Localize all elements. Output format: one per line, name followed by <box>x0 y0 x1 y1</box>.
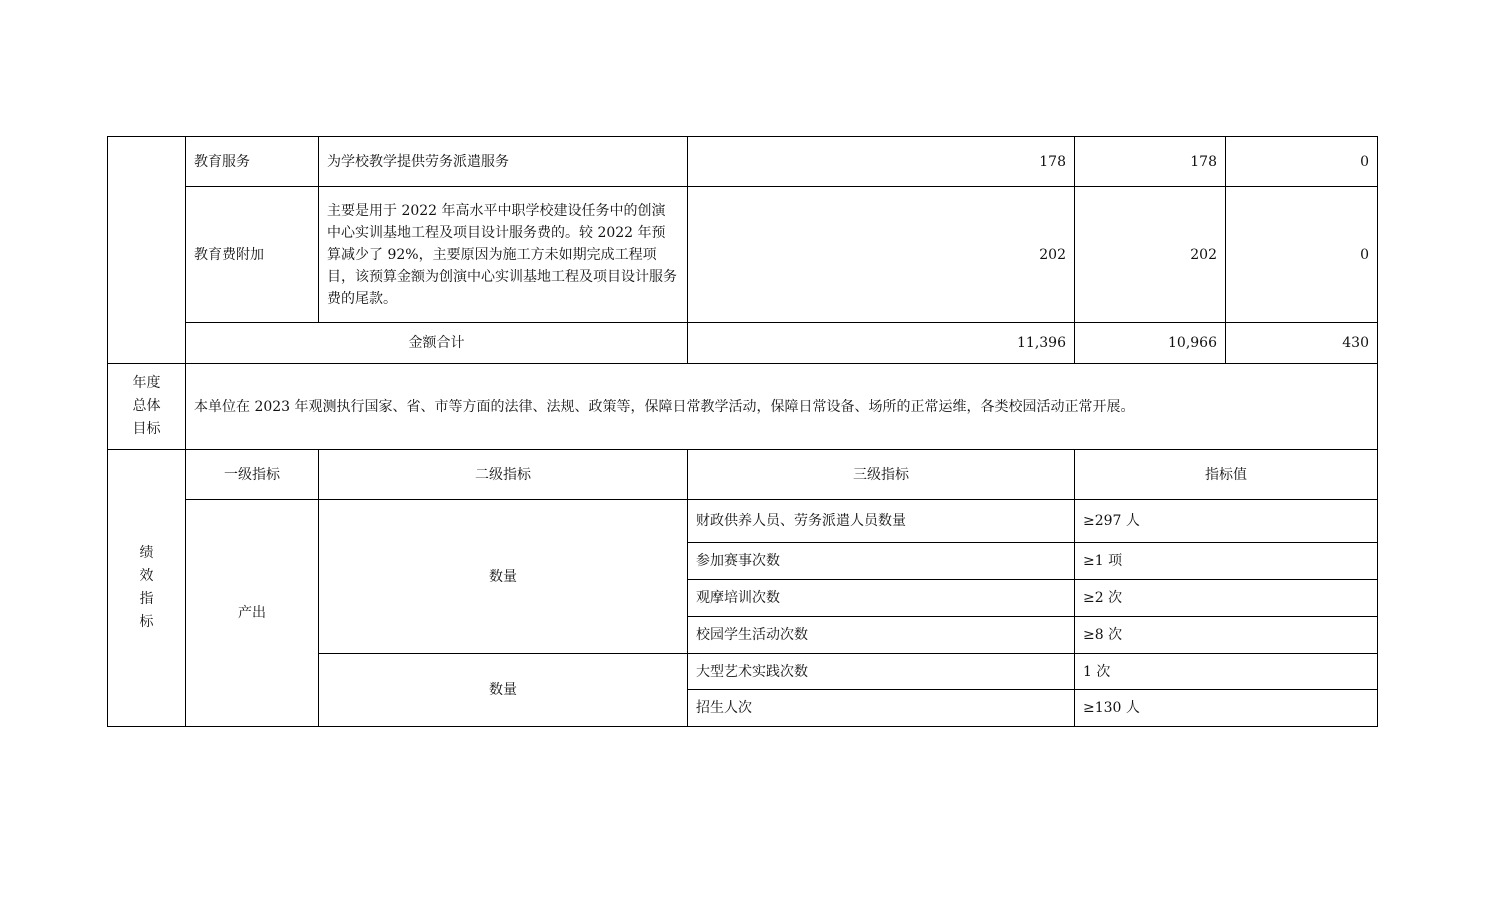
sum-amount-b: 430 <box>1226 323 1378 364</box>
level2-quantity: 数量 <box>319 654 688 727</box>
budget-section-label <box>108 137 186 364</box>
sum-label: 金额合计 <box>186 323 688 364</box>
header-level1: 一级指标 <box>186 450 319 500</box>
goal-label: 年度 总体 目标 <box>108 364 186 450</box>
budget-amount-b: 0 <box>1226 137 1378 187</box>
budget-desc: 为学校教学提供劳务派遣服务 <box>319 137 688 187</box>
sum-total: 11,396 <box>688 323 1075 364</box>
budget-total: 202 <box>688 187 1075 323</box>
sum-amount-a: 10,966 <box>1075 323 1226 364</box>
budget-sum-row <box>108 323 1378 364</box>
level3-name: 招生人次 <box>688 690 1075 727</box>
budget-row <box>108 187 1378 323</box>
budget-performance-table <box>107 136 1378 727</box>
goal-row <box>108 364 1378 450</box>
indicator-value: ≥8 次 <box>1075 617 1378 654</box>
level2-quantity: 数量 <box>319 500 688 654</box>
indicator-value: 1 次 <box>1075 654 1378 690</box>
level3-name: 观摩培训次数 <box>688 580 1075 617</box>
perf-header-row <box>108 450 1378 500</box>
budget-amount-a: 202 <box>1075 187 1226 323</box>
level1-output: 产出 <box>186 500 319 727</box>
perf-row <box>108 500 1378 543</box>
budget-row <box>108 137 1378 187</box>
level3-name: 大型艺术实践次数 <box>688 654 1075 690</box>
budget-total: 178 <box>688 137 1075 187</box>
header-level3: 三级指标 <box>688 450 1075 500</box>
budget-desc: 主要是用于 2022 年高水平中职学校建设任务中的创演中心实训基地工程及项目设计服务费的。较 2022 年预算减少了 92%，主要原因为施工方未如期完成工程项目，该预算金额为创演中心实训基地工程及项目设计服务费的尾款。 <box>319 187 688 323</box>
perf-label: 绩 效 指 标 <box>108 450 186 727</box>
indicator-value: ≥297 人 <box>1075 500 1378 543</box>
budget-amount-a: 178 <box>1075 137 1226 187</box>
indicator-value: ≥2 次 <box>1075 580 1378 617</box>
goal-text: 本单位在 2023 年观测执行国家、省、市等方面的法律、法规、政策等，保障日常教学活动，保障日常设备、场所的正常运维，各类校园活动正常开展。 <box>186 364 1378 450</box>
level3-name: 校园学生活动次数 <box>688 617 1075 654</box>
level3-name: 财政供养人员、劳务派遣人员数量 <box>688 500 1075 543</box>
budget-item: 教育服务 <box>186 137 319 187</box>
level3-name: 参加赛事次数 <box>688 543 1075 580</box>
indicator-value: ≥130 人 <box>1075 690 1378 727</box>
indicator-value: ≥1 项 <box>1075 543 1378 580</box>
header-level2: 二级指标 <box>319 450 688 500</box>
budget-amount-b: 0 <box>1226 187 1378 323</box>
header-value: 指标值 <box>1075 450 1378 500</box>
budget-item: 教育费附加 <box>186 187 319 323</box>
